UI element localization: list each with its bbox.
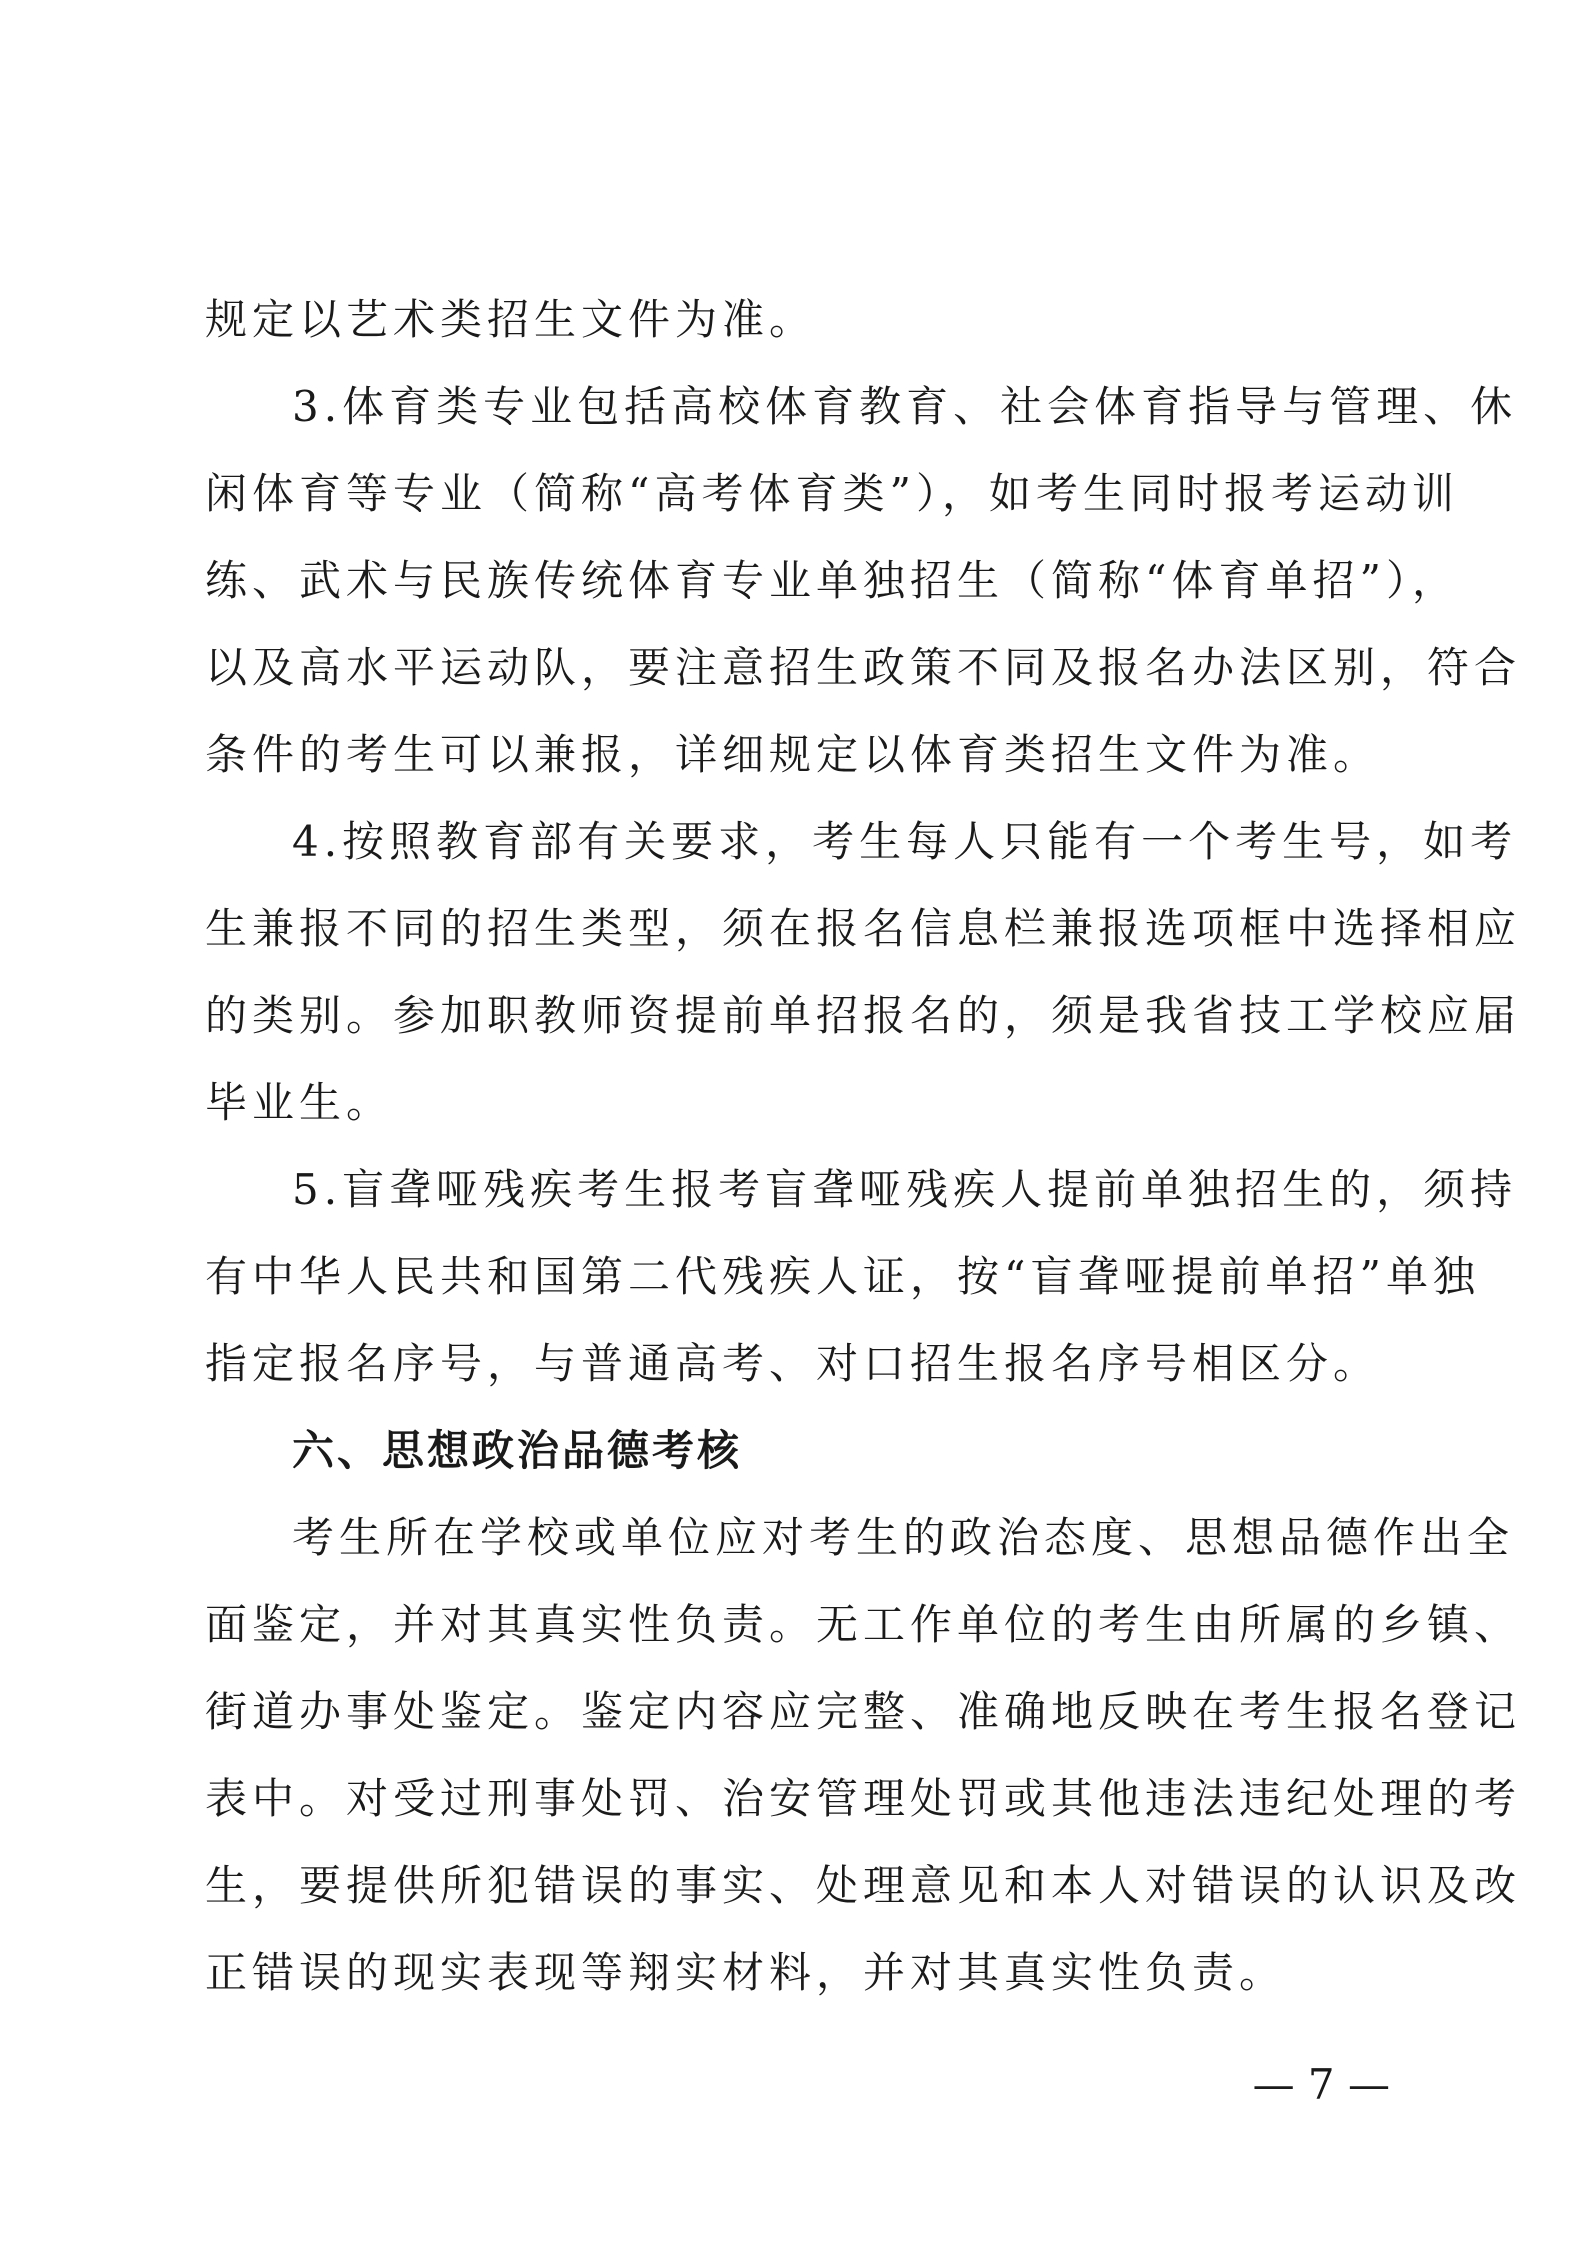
text-line: 条件的考生可以兼报，详细规定以体育类招生文件为准。: [205, 730, 1381, 779]
text-line: 指定报名序号，与普通高考、对口招生报名序号相区分。: [205, 1339, 1381, 1388]
text-line: 规定以艺术类招生文件为准。: [205, 295, 817, 344]
text-line: 街道办事处鉴定。鉴定内容应完整、准确地反映在考生报名登记: [205, 1687, 1522, 1736]
text-line: 闲体育等专业（简称“高考体育类”），如考生同时报考运动训: [205, 469, 1459, 518]
section-heading: 六、思想政治品德考核: [292, 1426, 743, 1475]
text-line: 面鉴定，并对其真实性负责。无工作单位的考生由所属的乡镇、: [205, 1600, 1522, 1649]
page-number: — 7 —: [1252, 2060, 1390, 2109]
text-line: 5.盲聋哑残疾考生报考盲聋哑残疾人提前单独招生的，须持: [292, 1165, 1518, 1214]
text-line: 4.按照教育部有关要求，考生每人只能有一个考生号，如考: [292, 817, 1518, 866]
text-line: 3.体育类专业包括高校体育教育、社会体育指导与管理、休: [292, 382, 1518, 431]
text-line: 练、武术与民族传统体育专业单独招生（简称“体育单招”），: [205, 556, 1459, 605]
text-line: 正错误的现实表现等翔实材料，并对其真实性负责。: [205, 1948, 1287, 1997]
text-line: 生，要提供所犯错误的事实、处理意见和本人对错误的认识及改: [205, 1861, 1522, 1910]
text-line: 毕业生。: [205, 1078, 394, 1127]
text-line: 考生所在学校或单位应对考生的政治态度、思想品德作出全: [292, 1513, 1515, 1562]
text-line: 表中。对受过刑事处罚、治安管理处罚或其他违法违纪处理的考: [205, 1774, 1522, 1823]
text-line: 以及高水平运动队，要注意招生政策不同及报名办法区别，符合: [205, 643, 1522, 692]
text-line: 生兼报不同的招生类型，须在报名信息栏兼报选项框中选择相应: [205, 904, 1522, 953]
text-line: 的类别。参加职教师资提前单招报名的，须是我省技工学校应届: [205, 991, 1522, 1040]
text-line: 有中华人民共和国第二代残疾人证，按“盲聋哑提前单招”单独: [205, 1252, 1480, 1301]
